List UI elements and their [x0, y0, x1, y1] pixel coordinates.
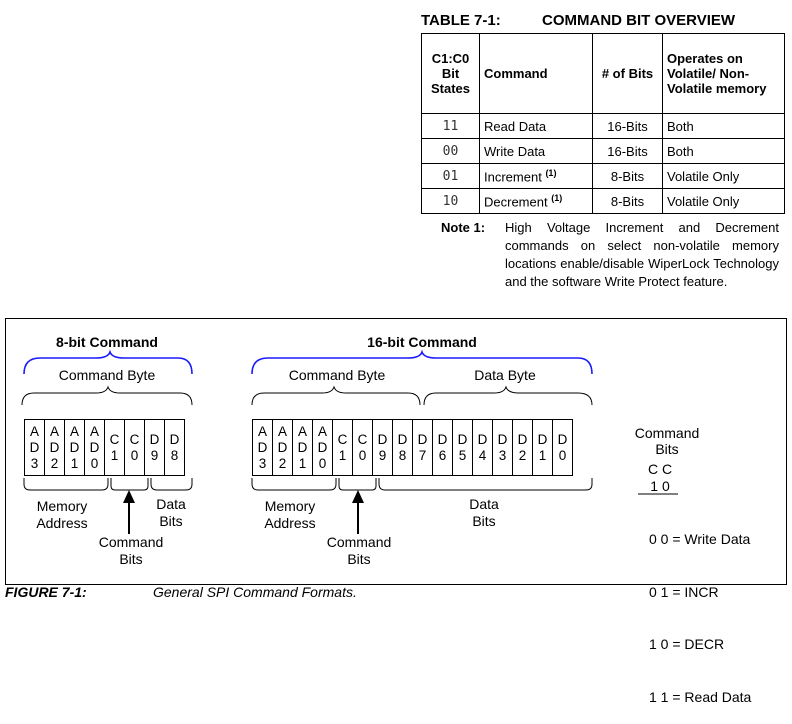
note-label: Note 1:	[441, 220, 486, 235]
bit-char: 0	[90, 455, 99, 471]
bit-cell	[512, 419, 533, 476]
num-bits-cell: 8-Bits	[593, 164, 663, 189]
operates-cell: Volatile Only	[663, 189, 785, 214]
bit-cell	[372, 419, 393, 476]
bit-cell	[432, 419, 453, 476]
bit-char: 8	[170, 447, 179, 463]
bit-char: D	[437, 431, 448, 447]
cmd8-memory-label: Memory Address	[36, 498, 88, 531]
bit-cell	[392, 419, 413, 476]
operates-cell: Volatile Only	[663, 164, 785, 189]
command-cell: Decrement $^{(1)}$	[480, 189, 593, 214]
table-title: COMMAND BIT OVERVIEW	[542, 12, 736, 29]
bit-char: D	[257, 439, 268, 455]
bit-char: A	[317, 423, 327, 439]
header-operates: Operates on Volatile/ Non-Volatile memory	[663, 34, 785, 114]
bit-char: 2	[278, 455, 287, 471]
brace-8bit-cmdbyte	[22, 387, 192, 405]
command-cell: Write Data	[480, 139, 593, 164]
note-text: High Voltage Increment and Decrement commands on select non-volatile memory locations enable/disable WiperLock Technology and the software Write Protect feature.	[505, 220, 779, 289]
bit-char: A	[297, 423, 307, 439]
num-bits-cell: 16-Bits	[593, 139, 663, 164]
bit-cell	[292, 419, 313, 476]
cmd16-byte-label: Command Byte	[288, 367, 386, 383]
bit-cell	[84, 419, 105, 476]
operates-cell: Both	[663, 114, 785, 139]
bit-char: D	[557, 431, 568, 447]
cmd16-bit-grid	[253, 419, 573, 476]
cmd8-command-bits-label: Command Bits	[98, 534, 164, 567]
bit-char: 1	[110, 447, 119, 463]
bracket-16bit-data	[379, 478, 592, 490]
bit-char: 3	[258, 455, 267, 471]
bit-char: D	[317, 439, 328, 455]
bit-char: D	[29, 439, 40, 455]
bit-char: C	[129, 431, 140, 447]
bit-char: D	[397, 431, 408, 447]
cmd16-data-byte-label: Data Byte	[474, 367, 536, 383]
num-bits-cell: 16-Bits	[593, 114, 663, 139]
bit-char: 0	[130, 447, 139, 463]
bit-char: D	[377, 431, 388, 447]
cmd8-byte-label: Command Byte	[58, 367, 156, 383]
bit-cell	[552, 419, 573, 476]
bracket-8bit-command	[111, 478, 148, 490]
bit-cell	[64, 419, 85, 476]
bit-char: 1	[338, 447, 347, 463]
bit-char: D	[277, 439, 288, 455]
bit-cell	[492, 419, 513, 476]
bit-cell	[472, 419, 493, 476]
bit-char: C	[109, 431, 120, 447]
legend-cc: C C	[647, 461, 673, 477]
header-command: Command	[480, 34, 593, 114]
bit-char: 1	[298, 455, 307, 471]
bit-cell	[44, 419, 65, 476]
bit-char: D	[169, 431, 180, 447]
bit-char: D	[69, 439, 80, 455]
legend-ten: 1 0	[650, 478, 670, 494]
legend-item: 1 0 = DECR	[649, 636, 725, 652]
bracket-8bit-memory	[24, 478, 108, 490]
bit-state-cell: 01	[422, 164, 480, 189]
bit-char: D	[297, 439, 308, 455]
command-cell: Increment $^{(1)}$	[480, 164, 593, 189]
operates-cell: Both	[663, 139, 785, 164]
bit-char: 0	[358, 447, 367, 463]
bit-cell	[252, 419, 273, 476]
cmd8-data-bits-label: Data Bits	[156, 496, 186, 529]
bit-char: A	[257, 423, 267, 439]
arrow-16bit-head	[352, 490, 364, 503]
figure-caption-label: FIGURE 7-1:	[5, 584, 87, 600]
footnote-ref: (1)	[545, 167, 557, 178]
header-bit-states: C1:C0 Bit States	[422, 34, 480, 114]
bit-char: 3	[30, 455, 39, 471]
cmd16-command-bits-label: Command Bits	[326, 534, 392, 567]
brace-16bit-cmdbyte	[252, 387, 420, 405]
bit-cell	[532, 419, 553, 476]
bracket-16bit-command	[339, 478, 376, 490]
legend-title: Command Bits	[634, 425, 700, 457]
bit-char: A	[29, 423, 39, 439]
bit-cell	[312, 419, 333, 476]
bit-char: D	[417, 431, 428, 447]
bit-char: 9	[150, 447, 159, 463]
cmd16-data-bits-label: Data Bits	[469, 496, 499, 529]
bit-char: D	[497, 431, 508, 447]
arrow-8bit-head	[123, 490, 135, 503]
bit-cell	[164, 419, 185, 476]
bit-cell	[452, 419, 473, 476]
bit-cell	[124, 419, 145, 476]
bracket-8bit-data	[151, 478, 192, 490]
bit-cell	[412, 419, 433, 476]
bit-char: A	[69, 423, 79, 439]
bit-char: 9	[378, 447, 387, 463]
footnote-ref: (1)	[551, 192, 563, 203]
header-num-bits: # of Bits	[593, 34, 663, 114]
bit-state-cell: 10	[422, 189, 480, 214]
bit-char: D	[477, 431, 488, 447]
bit-char: 8	[398, 447, 407, 463]
brace-16bit-databyte	[424, 387, 592, 405]
bit-cell	[24, 419, 45, 476]
cmd8-title: 8-bit Command	[56, 334, 158, 350]
figure-caption	[5, 584, 357, 600]
bit-char: D	[537, 431, 548, 447]
bit-state-cell: 11	[422, 114, 480, 139]
bit-char: A	[277, 423, 287, 439]
figure-caption-text: General SPI Command Formats.	[153, 584, 357, 600]
bit-char: 1	[70, 455, 79, 471]
legend-list	[649, 496, 751, 724]
bit-char: A	[49, 423, 59, 439]
legend-item: 1 1 = Read Data	[649, 688, 752, 705]
cmd16-memory-label: Memory Address	[264, 498, 316, 531]
cmd8-bit-grid	[25, 419, 185, 476]
bit-char: 6	[438, 447, 447, 463]
bit-char: C	[357, 431, 368, 447]
bit-char: 7	[418, 447, 427, 463]
bit-state-cell: 00	[422, 139, 480, 164]
bit-char: 5	[458, 447, 467, 463]
bit-char: D	[457, 431, 468, 447]
bit-cell	[144, 419, 165, 476]
bit-cell	[332, 419, 353, 476]
table-number: TABLE 7-1:	[421, 12, 501, 29]
bit-char: D	[49, 439, 60, 455]
bit-char: D	[517, 431, 528, 447]
bit-char: 0	[318, 455, 327, 471]
bit-char: C	[337, 431, 348, 447]
bit-char: 3	[498, 447, 507, 463]
bit-cell	[352, 419, 373, 476]
legend-item: 0 0 = Write Data	[649, 531, 751, 547]
num-bits-cell: 8-Bits	[593, 189, 663, 214]
bit-cell	[272, 419, 293, 476]
bit-char: 2	[518, 447, 527, 463]
cmd16-title: 16-bit Command	[367, 334, 477, 350]
bit-char: A	[89, 423, 99, 439]
bit-char: 4	[478, 447, 487, 463]
command-cell: Read Data	[480, 114, 593, 139]
bit-char: D	[89, 439, 100, 455]
bit-char: 0	[558, 447, 567, 463]
legend-item: 0 1 = INCR	[649, 583, 719, 600]
bit-char: D	[149, 431, 160, 447]
bracket-16bit-memory	[252, 478, 336, 490]
bit-char: 2	[50, 455, 59, 471]
bit-char: 1	[538, 447, 547, 463]
bit-cell	[104, 419, 125, 476]
